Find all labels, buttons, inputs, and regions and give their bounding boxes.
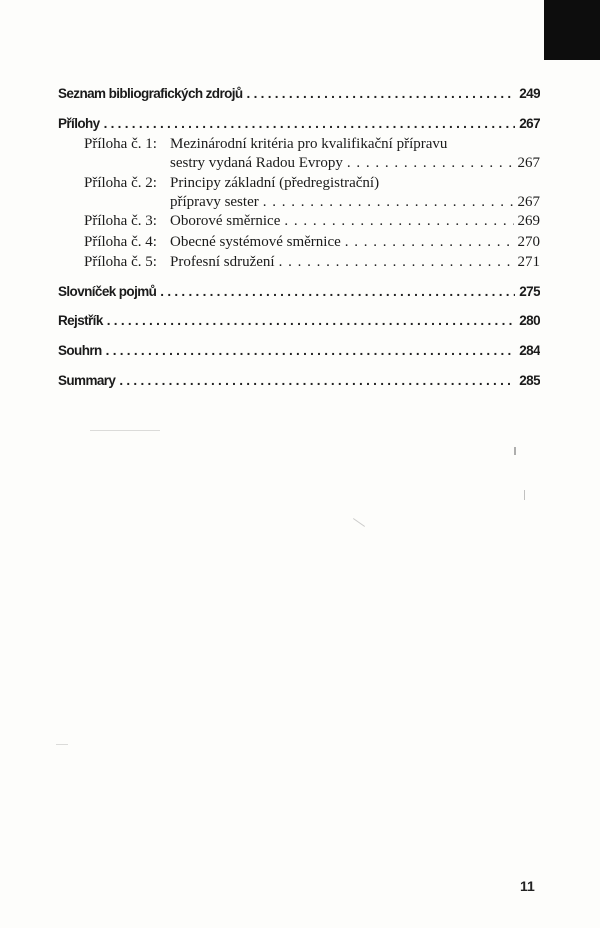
toc-entry-title: Přílohy — [58, 116, 100, 131]
toc-leader — [263, 194, 514, 211]
toc-entry-priloha-3[interactable] — [84, 213, 540, 230]
toc-page-number: 269 — [517, 213, 540, 229]
toc-leader — [345, 234, 514, 251]
page-number: 11 — [520, 878, 535, 894]
toc-page-number: 270 — [517, 234, 540, 250]
toc-leader — [106, 343, 516, 358]
toc-page-number: 267 — [517, 194, 540, 210]
toc-leader — [160, 284, 515, 299]
scan-mark — [524, 490, 525, 500]
toc-entry-slovnicek[interactable] — [58, 284, 540, 299]
toc-page-number: 271 — [517, 254, 540, 270]
toc-entry-priloha-2-line1[interactable] — [84, 175, 540, 192]
scan-mark — [90, 430, 160, 431]
toc-entry-priloha-1-line1[interactable] — [84, 136, 540, 153]
toc-page-number: 284 — [519, 343, 540, 358]
toc-leader — [107, 313, 516, 328]
toc-entry-prefix: Příloha č. 4: — [84, 234, 157, 250]
toc-entry-prefix: Příloha č. 1: — [84, 136, 157, 152]
toc-entry-prefix: Příloha č. 3: — [84, 213, 157, 229]
toc-page-number: 285 — [519, 373, 540, 388]
toc-leader — [119, 373, 515, 388]
scan-mark — [514, 447, 516, 455]
toc-entry-title: Mezinárodní kritéria pro kvalifikační přípravu — [170, 136, 448, 152]
toc-leader — [104, 116, 516, 131]
toc-entry-title: Principy základní (předregistrační) — [170, 175, 380, 191]
toc-entry-prilohy[interactable] — [58, 116, 540, 131]
toc-page-number: 275 — [519, 284, 540, 299]
toc-page-number: 280 — [519, 313, 540, 328]
toc-entry-priloha-4[interactable] — [84, 234, 540, 251]
toc-entry-title: Seznam bibliografických zdrojů — [58, 86, 243, 101]
toc-page-number: 267 — [517, 155, 540, 171]
toc-entry-summary[interactable] — [58, 373, 540, 388]
toc-entry-title: sestry vydaná Radou Evropy — [170, 155, 343, 171]
toc-page-number: 267 — [519, 116, 540, 131]
toc-entry-title: Oborové směrnice — [170, 213, 281, 229]
toc-entry-title: Souhrn — [58, 343, 102, 358]
toc-leader — [247, 86, 516, 101]
toc-entry-title: Obecné systémové směrnice — [170, 234, 341, 250]
toc-entry-title: Summary — [58, 373, 116, 388]
toc-entry-priloha-2-line2[interactable] — [170, 194, 540, 211]
toc-entry-title: Slovníček pojmů — [58, 284, 157, 299]
toc-leader — [279, 254, 514, 271]
toc-page-number: 249 — [519, 86, 540, 101]
toc-entry-priloha-1-line2[interactable] — [170, 155, 540, 172]
toc-leader — [284, 213, 513, 230]
toc-entry-rejstrik[interactable] — [58, 313, 540, 328]
toc-entry-souhrn[interactable] — [58, 343, 540, 358]
toc-leader — [347, 155, 514, 172]
toc-entry-prefix: Příloha č. 2: — [84, 175, 157, 191]
toc-entry-title: Rejstřík — [58, 313, 103, 328]
toc-entry-prefix: Příloha č. 5: — [84, 254, 157, 270]
toc-entry-seznam[interactable] — [58, 86, 540, 101]
toc-entry-priloha-5[interactable] — [84, 254, 540, 271]
toc-entry-title: přípravy sester — [170, 194, 259, 210]
scan-mark — [56, 744, 68, 745]
toc-entry-title: Profesní sdružení — [170, 254, 275, 270]
